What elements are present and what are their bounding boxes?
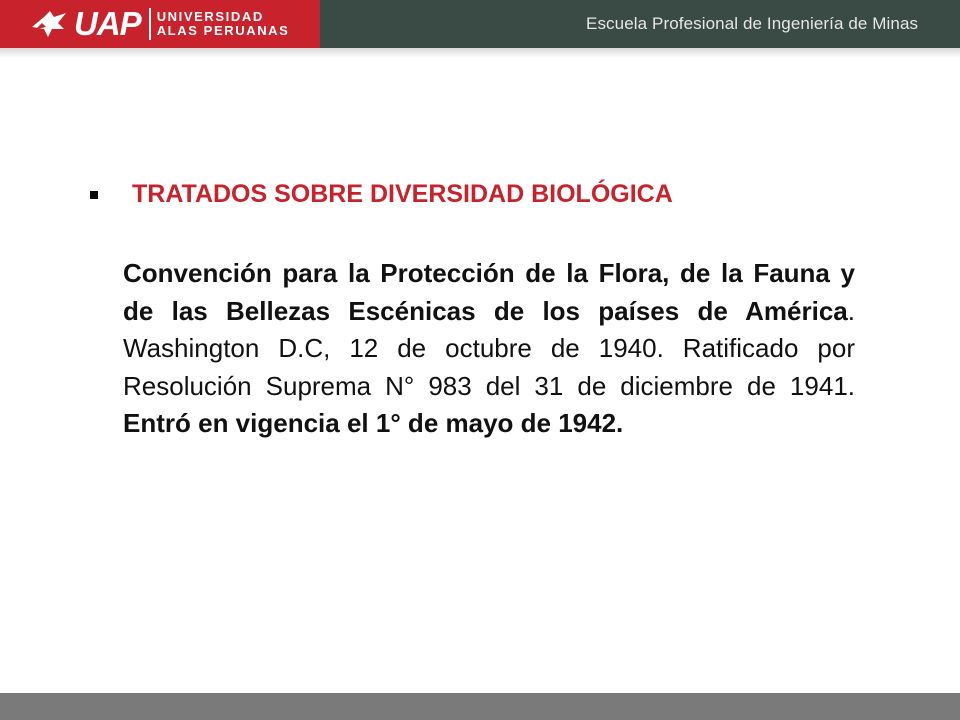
logo-line-1: UNIVERSIDAD bbox=[156, 9, 264, 24]
header-shadow bbox=[0, 48, 960, 58]
treaty-effective-date: Entró en vigencia el 1° de mayo de 1942. bbox=[123, 408, 624, 438]
treaty-details: . Washington D.C, 12 de octubre de 1940. Ratificado por Resolución Suprema N° 983 del 31 de diciembre de 1941. bbox=[123, 295, 855, 401]
footer-bar bbox=[0, 693, 960, 720]
square-bullet-icon bbox=[90, 191, 98, 199]
header-band bbox=[320, 0, 960, 48]
treaty-paragraph bbox=[123, 255, 855, 443]
logo-wordmark bbox=[157, 10, 290, 38]
logo-line-2: ALAS PERUANAS bbox=[156, 23, 290, 38]
heading-text: TRATADOS SOBRE DIVERSIDAD BIOLÓGICA bbox=[132, 180, 673, 208]
logo-divider bbox=[149, 8, 151, 40]
university-logo bbox=[0, 0, 320, 48]
section-heading bbox=[90, 180, 673, 209]
slide-header bbox=[0, 0, 960, 48]
school-name: Escuela Profesional de Ingeniería de Minas bbox=[586, 14, 919, 33]
treaty-title: Convención para la Protección de la Flora, de la Fauna y de las Bellezas Escénicas de los países de América bbox=[123, 258, 855, 326]
eagle-emblem-icon bbox=[30, 7, 70, 41]
logo-acronym: UAP bbox=[74, 5, 141, 42]
